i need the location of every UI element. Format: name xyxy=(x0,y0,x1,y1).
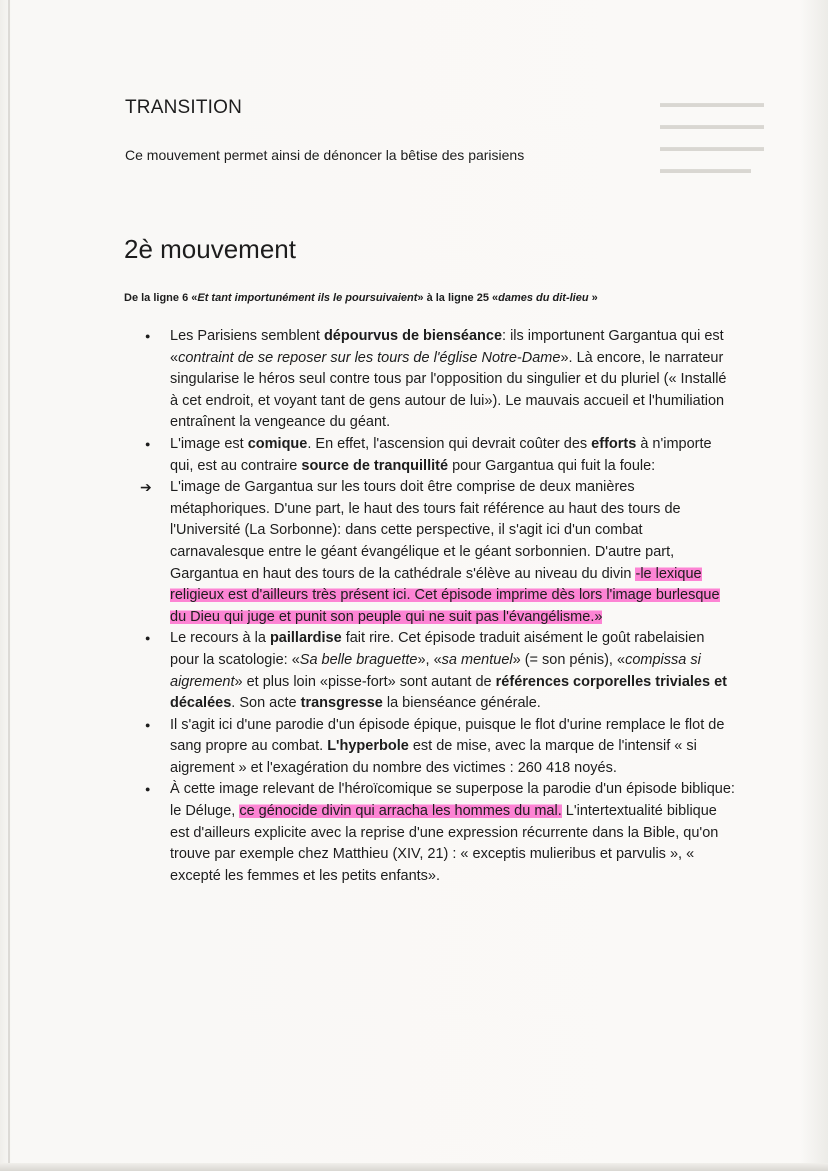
highlighted-text: ce génocide divin qui arracha les hommes du mal. xyxy=(239,803,562,820)
ref-quote-end: dames du dit-lieu xyxy=(498,292,589,304)
bullet-list-container xyxy=(140,326,736,887)
ref-quote-start: Et tant importunément ils le poursuivaient xyxy=(197,292,418,304)
bullet-paillardise: ● Le recours à la paillardise fait rire. Cet épisode traduit aisément le goût rabelaisien pour la scatologie: «Sa belle braguette», «sa mentuel» (= son pénis), «compissa si aigrement» et plus loin «pisse-fort» sont autant de références corporelles triviales et décalées. Son acte transgresse la bienséance générale. xyxy=(170,628,736,714)
movement-heading: 2è mouvement xyxy=(124,234,296,264)
page-edge-shadow xyxy=(8,0,10,1171)
bullet-comique: ● L'image est comique. En effet, l'ascension qui devrait coûter des efforts à n'importe qui, est au contraire source de tranquillité pour Gargantua qui fuit la foule: ➔ L'image de Gargantua sur les tours doit être comprise de deux manières métaphoriques. D'une part, le haut des tours fait référence au haut des tours de l'Université (La Sorbonne): dans cette perspective, il s'agit ici d'un combat carnavalesque entre le géant évangélique et le géant sorbonnien. D'autre part, Gargantua en haut des tours de la cathédrale s'élève au niveau du divin -le lexique religieux est d'ailleurs très présent ici. Cet épisode imprime dès lors l'image burlesque du Dieu qui juge et punit son peuple qui ne suit pas l'évangélisme.» xyxy=(170,434,736,628)
highlighted-text: -le lexique religieux est d'ailleurs très présent ici. Cet épisode imprime dès lors l'image burlesque du Dieu qui juge et punit son peuple qui ne suit pas l'évangélisme.» xyxy=(170,565,720,625)
arrow-icon: ➔ xyxy=(140,479,152,496)
bullet-parodie-biblique: ● À cette image relevant de l'héroïcomique se superpose la parodie d'un épisode biblique: le Déluge, ce génocide divin qui arracha les hommes du mal. L'intertextualité biblique est d'ailleurs explicite avec la reprise d'une expression récurrente dans la Bible, qu'on trouve par exemple chez Matthieu (XIV, 21) : « exceptis mulieribus et parvulis », « excepté les femmes et les petits enfants». xyxy=(170,779,736,887)
bullet-bienseance: ● Les Parisiens semblent dépourvus de bienséance: ils importunent Gargantua qui est «contraint de se reposer sur les tours de l'église Notre-Dame». Là encore, le narrateur singularise le héros seul contre tous par l'opposition du singulier et du pluriel (« Installé à cet endroit, et voyant tant de gens autour de lui»). Le mauvais accueil et l'humiliation entraînent la vengeance du géant. xyxy=(170,326,736,434)
line-reference: De la ligne 6 «Et tant importunément ils le poursuivaient» à la ligne 25 «dames du dit-lieu » xyxy=(124,292,598,304)
sub-item-metaphore: ➔ L'image de Gargantua sur les tours doit être comprise de deux manières métaphoriques. D'une part, le haut des tours fait référence au haut des tours de l'Université (La Sorbonne): dans cette perspective, il s'agit ici d'un combat carnavalesque entre le géant évangélique et le géant sorbonnien. D'autre part, Gargantua en haut des tours de la cathédrale s'élève au niveau du divin -le lexique religieux est d'ailleurs très présent ici. Cet épisode imprime dès lors l'image burlesque du Dieu qui juge et punit son peuple qui ne suit pas l'évangélisme.» xyxy=(140,479,720,625)
show-through-text: ▬▬▬▬▬▬▬▬ ▬▬▬▬▬▬▬▬ ▬▬▬▬▬▬▬▬ ▬▬▬▬▬▬▬ xyxy=(660,95,764,176)
bullet-list xyxy=(140,326,736,887)
page-bottom-edge xyxy=(0,1163,828,1171)
transition-heading: TRANSITION xyxy=(125,97,243,118)
transition-text: Ce mouvement permet ainsi de dénoncer la bêtise des parisiens xyxy=(125,147,525,163)
sub-list xyxy=(140,477,736,628)
bullet-parodie-epique: ● Il s'agit ici d'une parodie d'un épisode épique, puisque le flot d'urine remplace le flot de sang propre au combat. L'hyperbole est de mise, avec la marque de l'intensif « si aigrement » et l'exagération du nombre des victimes : 260 418 noyés. xyxy=(170,715,736,780)
